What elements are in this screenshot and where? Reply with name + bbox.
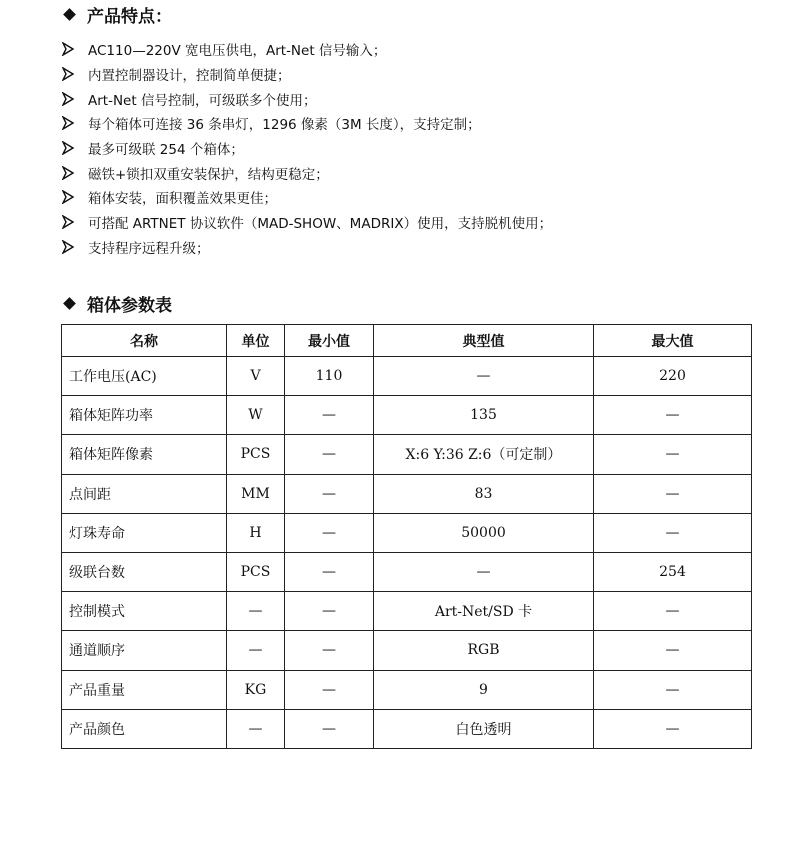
cell-unit: — [227,631,285,670]
table-row [62,474,752,513]
cell-typical: — [374,357,594,396]
cell-min: — [285,709,374,748]
params-heading [62,292,172,314]
cell-min: — [285,474,374,513]
table-header-row [62,325,752,357]
cell-name: 控制模式 [62,592,227,631]
table-row [62,631,752,670]
diamond-bullet-icon [63,8,76,21]
arrow-bullet-icon [62,166,74,180]
table-row [62,396,752,435]
cell-max: — [594,592,752,631]
column-header-unit: 单位 [227,325,285,357]
cell-max: 220 [594,357,752,396]
cell-unit: H [227,513,285,552]
cell-typical: — [374,552,594,591]
cell-name: 通道顺序 [62,631,227,670]
arrow-bullet-icon [62,92,74,106]
table-row [62,670,752,709]
cell-name: 灯珠寿命 [62,513,227,552]
feature-text: AC110—220V 宽电压供电，Art-Net 信号输入； [88,43,387,60]
feature-item [62,210,552,235]
feature-item [62,37,552,62]
feature-item [62,111,552,136]
cell-name: 级联台数 [62,552,227,591]
arrow-bullet-icon [62,190,74,204]
feature-item [62,160,552,185]
cell-max: — [594,396,752,435]
cell-name: 工作电压(AC) [62,357,227,396]
cell-min: — [285,631,374,670]
cell-unit: — [227,592,285,631]
cell-max: — [594,670,752,709]
column-header-name: 名称 [62,325,227,357]
cell-name: 点间距 [62,474,227,513]
feature-text: 箱体安装，面积覆盖效果更佳； [88,191,277,208]
arrow-bullet-icon [62,42,74,56]
cell-max: 254 [594,552,752,591]
arrow-bullet-icon [62,215,74,229]
column-header-typical: 典型值 [374,325,594,357]
feature-item [62,235,552,260]
cell-max: — [594,709,752,748]
cell-unit: MM [227,474,285,513]
cell-max: — [594,474,752,513]
cell-unit: — [227,709,285,748]
cell-unit: PCS [227,435,285,474]
feature-text: 最多可级联 254 个箱体； [88,142,244,159]
cell-typical: RGB [374,631,594,670]
feature-text: 磁铁+锁扣双重安装保护，结构更稳定； [88,166,329,183]
feature-text: 每个箱体可连接 36 条串灯，1296 像素（3M 长度），支持定制； [88,117,481,134]
features-heading-text: 产品特点： [87,6,172,27]
feature-item [62,86,552,111]
cell-typical: X:6 Y:36 Z:6（可定制） [374,435,594,474]
table-row [62,513,752,552]
cell-typical: 135 [374,396,594,435]
cell-min: 110 [285,357,374,396]
cell-typical: Art-Net/SD 卡 [374,592,594,631]
cell-min: — [285,552,374,591]
cell-min: — [285,435,374,474]
features-heading [62,3,172,25]
params-heading-text: 箱体参数表 [87,295,172,316]
param-table [61,324,752,749]
table-row [62,709,752,748]
cell-typical: 50000 [374,513,594,552]
cell-unit: KG [227,670,285,709]
cell-min: — [285,396,374,435]
cell-name: 箱体矩阵功率 [62,396,227,435]
feature-text: 支持程序远程升级； [88,240,210,257]
cell-unit: PCS [227,552,285,591]
diamond-bullet-icon [63,297,76,310]
cell-typical: 9 [374,670,594,709]
cell-typical: 白色透明 [374,709,594,748]
table-row [62,552,752,591]
table-row [62,357,752,396]
feature-text: 内置控制器设计，控制简单便捷； [88,68,291,85]
cell-name: 箱体矩阵像素 [62,435,227,474]
cell-max: — [594,631,752,670]
feature-text: Art-Net 信号控制，可级联多个使用； [88,92,317,109]
feature-list [62,37,552,259]
cell-min: — [285,513,374,552]
cell-max: — [594,513,752,552]
cell-max: — [594,435,752,474]
column-header-min: 最小值 [285,325,374,357]
cell-min: — [285,592,374,631]
table-row [62,435,752,474]
column-header-max: 最大值 [594,325,752,357]
feature-item [62,136,552,161]
feature-item [62,62,552,87]
arrow-bullet-icon [62,116,74,130]
cell-name: 产品重量 [62,670,227,709]
feature-text: 可搭配 ARTNET 协议软件（MAD-SHOW、MADRIX）使用，支持脱机使用； [88,216,553,233]
arrow-bullet-icon [62,141,74,155]
arrow-bullet-icon [62,67,74,81]
cell-name: 产品颜色 [62,709,227,748]
table-row [62,592,752,631]
cell-typical: 83 [374,474,594,513]
cell-min: — [285,670,374,709]
feature-item [62,185,552,210]
cell-unit: V [227,357,285,396]
arrow-bullet-icon [62,240,74,254]
cell-unit: W [227,396,285,435]
